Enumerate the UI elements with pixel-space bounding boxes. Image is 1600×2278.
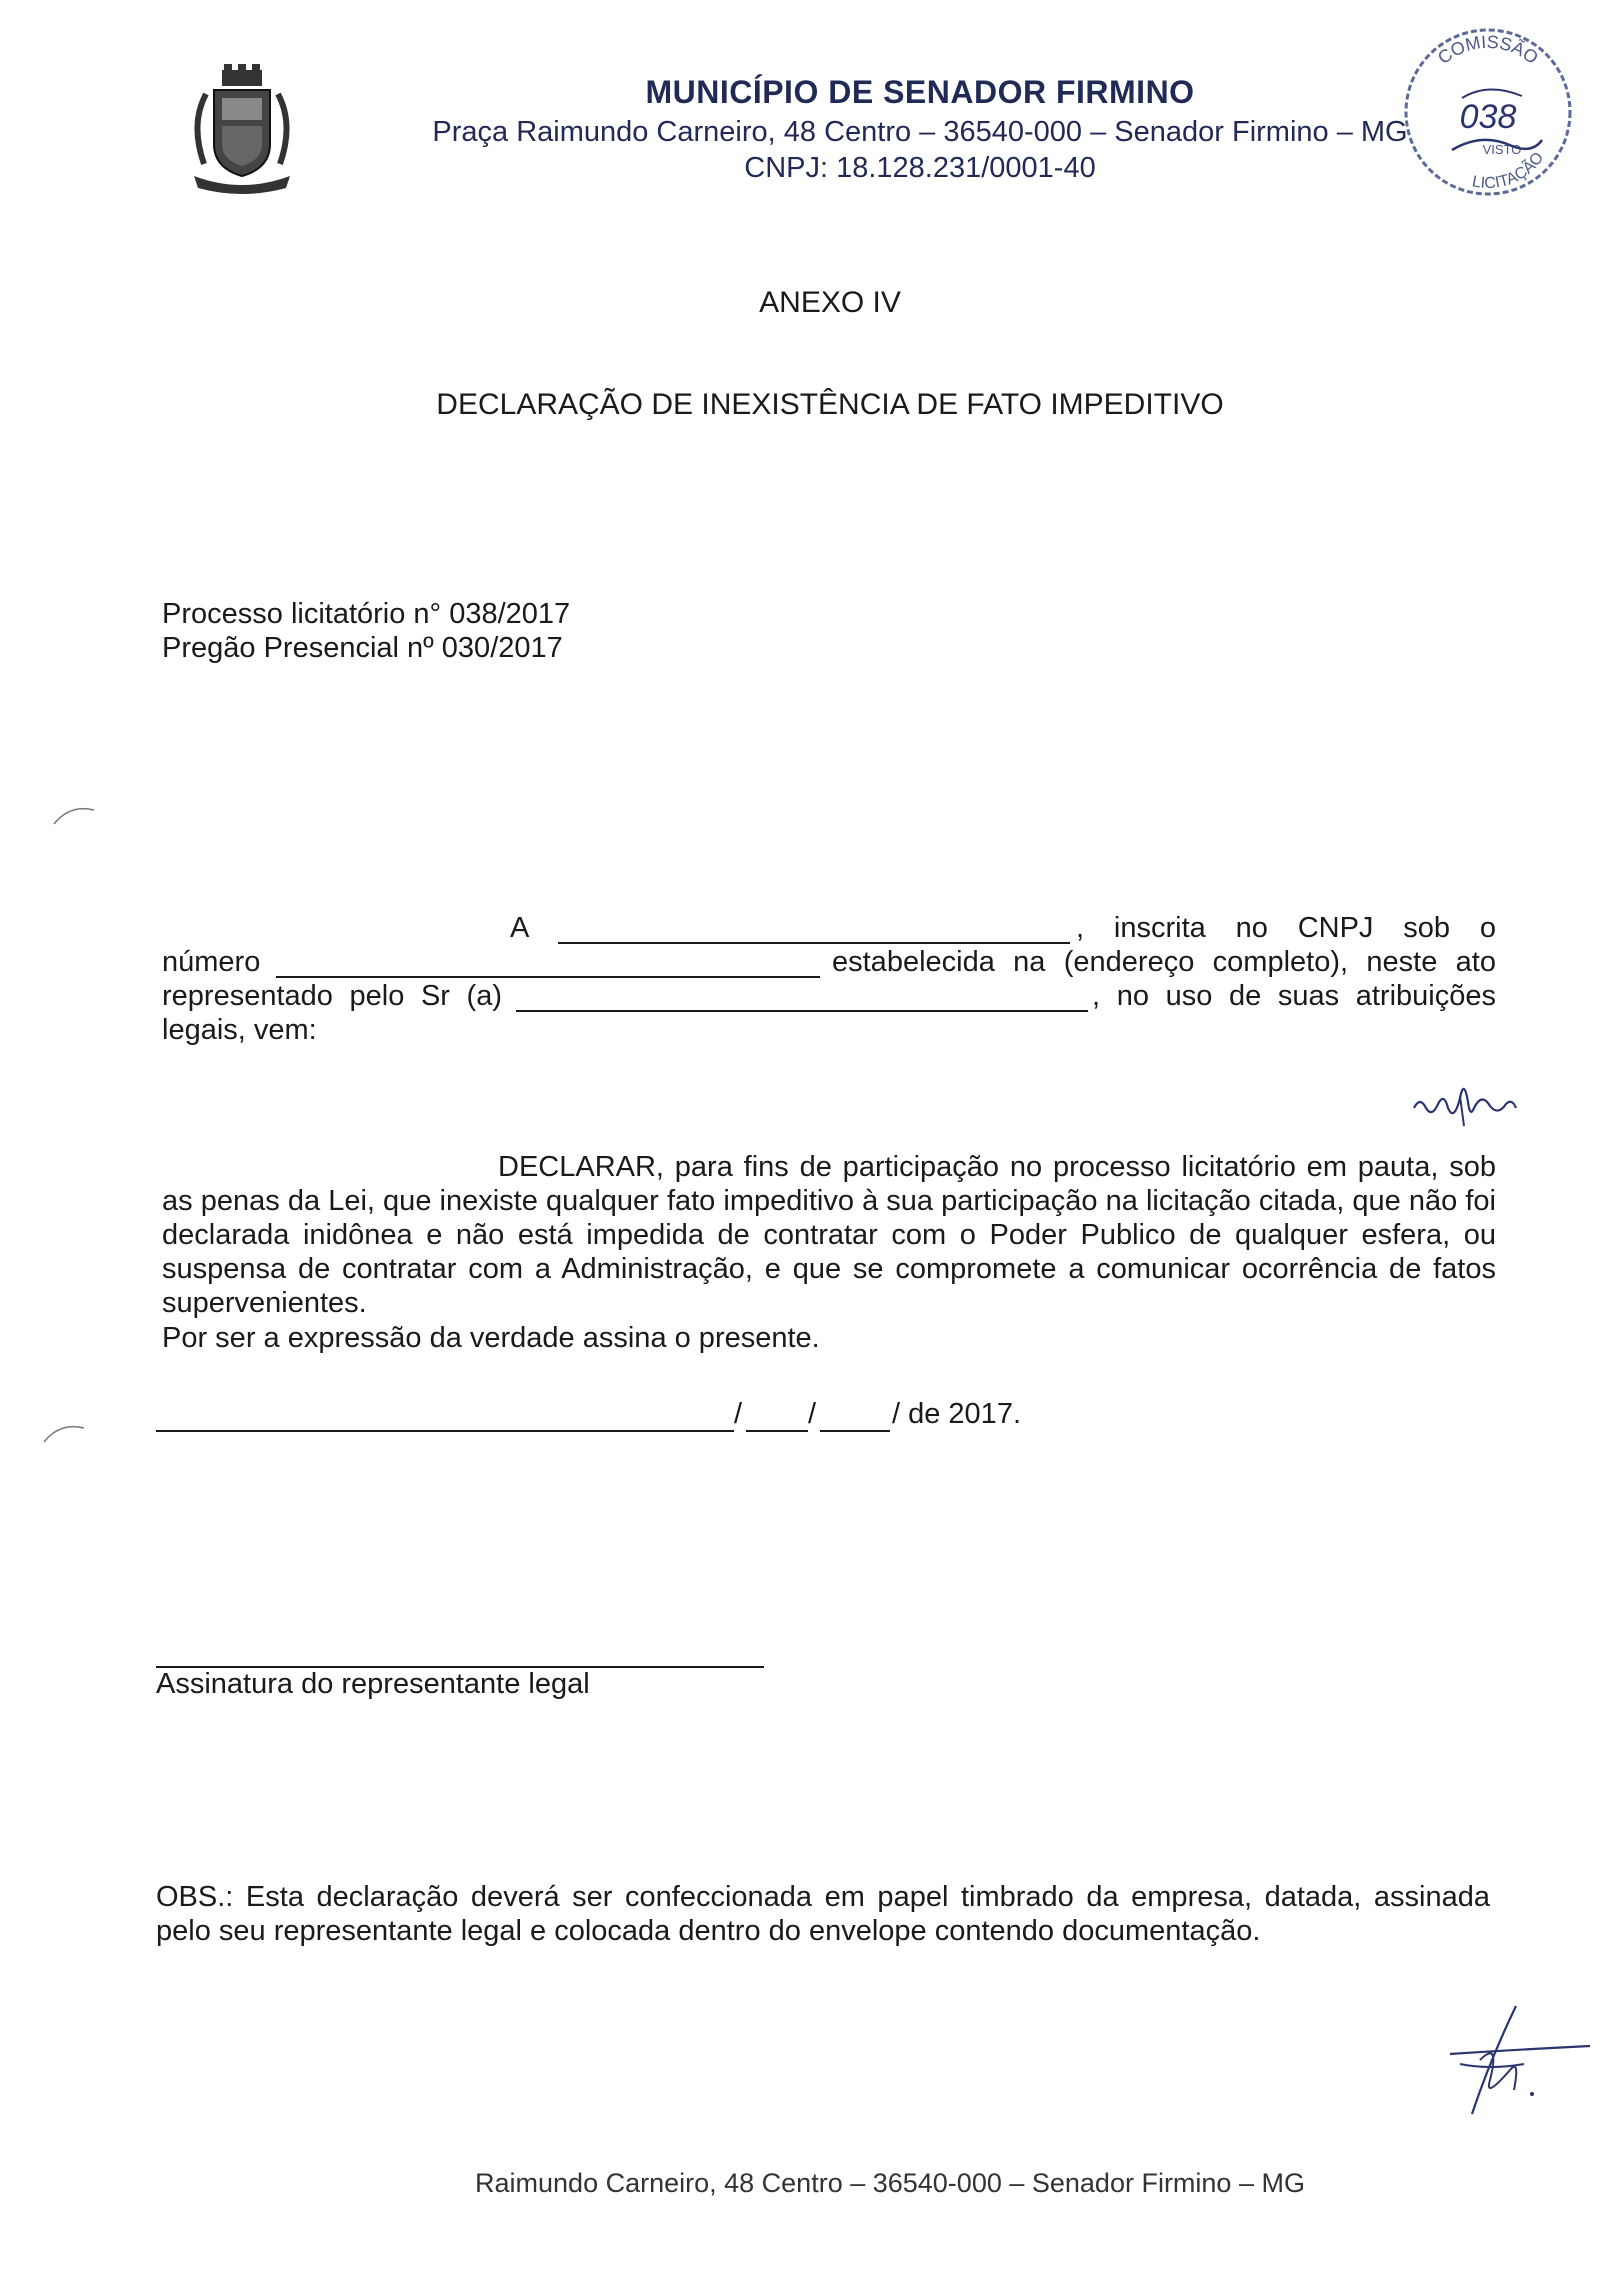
margin-mark [40, 1418, 90, 1448]
observation-note: OBS.: Esta declaração deverá ser confeccionada em papel timbrado da empresa, datada, assinada pelo seu representante legal e colocada dentro do envelope contendo documentação. [156, 1881, 1490, 1947]
day-blank[interactable] [746, 1430, 808, 1432]
annex-label: ANEXO IV [759, 286, 901, 319]
stamp-number: 038 [1459, 98, 1517, 136]
municipality-name: MUNICÍPIO DE SENADOR FIRMINO [645, 74, 1195, 110]
closing-statement: Por ser a expressão da verdade assina o presente. [162, 1322, 820, 1354]
municipality-cnpj: CNPJ: 18.128.231/0001-40 [744, 152, 1096, 184]
form-estabelecida-text: estabelecida na (endereço completo), neste ato [832, 946, 1496, 978]
form-uso-text: , no uso de suas atribuições [1092, 980, 1496, 1012]
declaration-title: DECLARAÇÃO DE INEXISTÊNCIA DE FATO IMPEDITIVO [436, 388, 1224, 421]
declaration-text: DECLARAR, para fins de participação no processo licitatório em pauta, sob as penas da Lei, que inexiste qualquer fato impeditivo à sua participação na licitação citada, que não foi declarada inidônea e não está impedida de contratar com o Poder Publico de qualquer esfera, ou suspensa de contratar com a Administração, e que se compromete a comunicar ocorrência de fatos supervenientes. [162, 1151, 1496, 1319]
signature-label: Assinatura do representante legal [156, 1668, 590, 1700]
stamp-bottom-text: LICITAÇÃO [1470, 149, 1548, 193]
form-representado-label: representado pelo Sr (a) [162, 980, 502, 1012]
stamp-top-text: COMISSÃO [1433, 31, 1542, 69]
margin-mark [50, 800, 100, 830]
rubric-signature [1410, 1068, 1520, 1128]
commission-stamp [1392, 22, 1582, 202]
form-inscrita-text: , inscrita no CNPJ sob o [1076, 912, 1496, 944]
document-page: MUNICÍPIO DE SENADOR FIRMINO Praça Raimundo Carneiro, 48 Centro – 36540-000 – Senador Firmino – MG CNPJ: 18.128.231/0001-40 COMISSÃO 038 VISTO LICITAÇÃO ANEXO IV DECLARAÇÃO DE INEXISTÊNCIA DE FATO IMPEDITIVO Processo licitatório n° 038/2017 Pregão Presencial nº 030/2017 A , inscrita no CNPJ sob o número estabelecida na (endereço completo), neste ato representado pelo Sr (a) , no uso de suas atribuições legais, vem: DECLARAR, para fins de participação no processo licitatório em pauta, sob as penas da Lei, que inexiste qualquer fato impeditivo à sua participação na licitação citada, que não foi declarada inidônea e não está impedida de contratar com o Poder Publico de qualquer esfera, ou suspensa de contratar com a Administração, e que se compromete a comunicar ocorrência de fatos supervenientes. Por ser a expressão da verdade assina o presente. / / / de 2017. Assinatura do representante legal OBS.: Esta declaração deverá ser confeccionada em papel timbrado da empresa, datada, assinada pelo seu representante legal e colocada dentro do envelope contendo documentação. Raimundo Carneiro, 48 Centro – 36540-000 – Senador Firmino – MG [0, 0, 1600, 2278]
form-legais-label: legais, vem: [162, 1014, 317, 1046]
representative-name-blank[interactable] [516, 1010, 1088, 1012]
form-numero-label: número [162, 946, 261, 978]
process-number: Processo licitatório n° 038/2017 [162, 598, 571, 630]
month-blank[interactable] [820, 1430, 890, 1432]
cnpj-number-blank[interactable] [276, 976, 820, 978]
company-name-blank[interactable] [558, 942, 1070, 944]
municipality-address: Praça Raimundo Carneiro, 48 Centro – 36540-000 – Senador Firmino – MG [432, 116, 1408, 148]
municipal-crest-icon [186, 64, 298, 196]
page-footer: Raimundo Carneiro, 48 Centro – 36540-000 – Senador Firmino – MG [475, 2168, 1305, 2198]
form-a-label: A [510, 912, 530, 944]
handwritten-initials [1420, 2000, 1600, 2130]
stamp-middle-text: VISTO [1482, 142, 1522, 157]
date-year: / de 2017. [892, 1398, 1021, 1430]
pregao-number: Pregão Presencial nº 030/2017 [162, 632, 563, 664]
place-blank[interactable] [156, 1430, 734, 1432]
